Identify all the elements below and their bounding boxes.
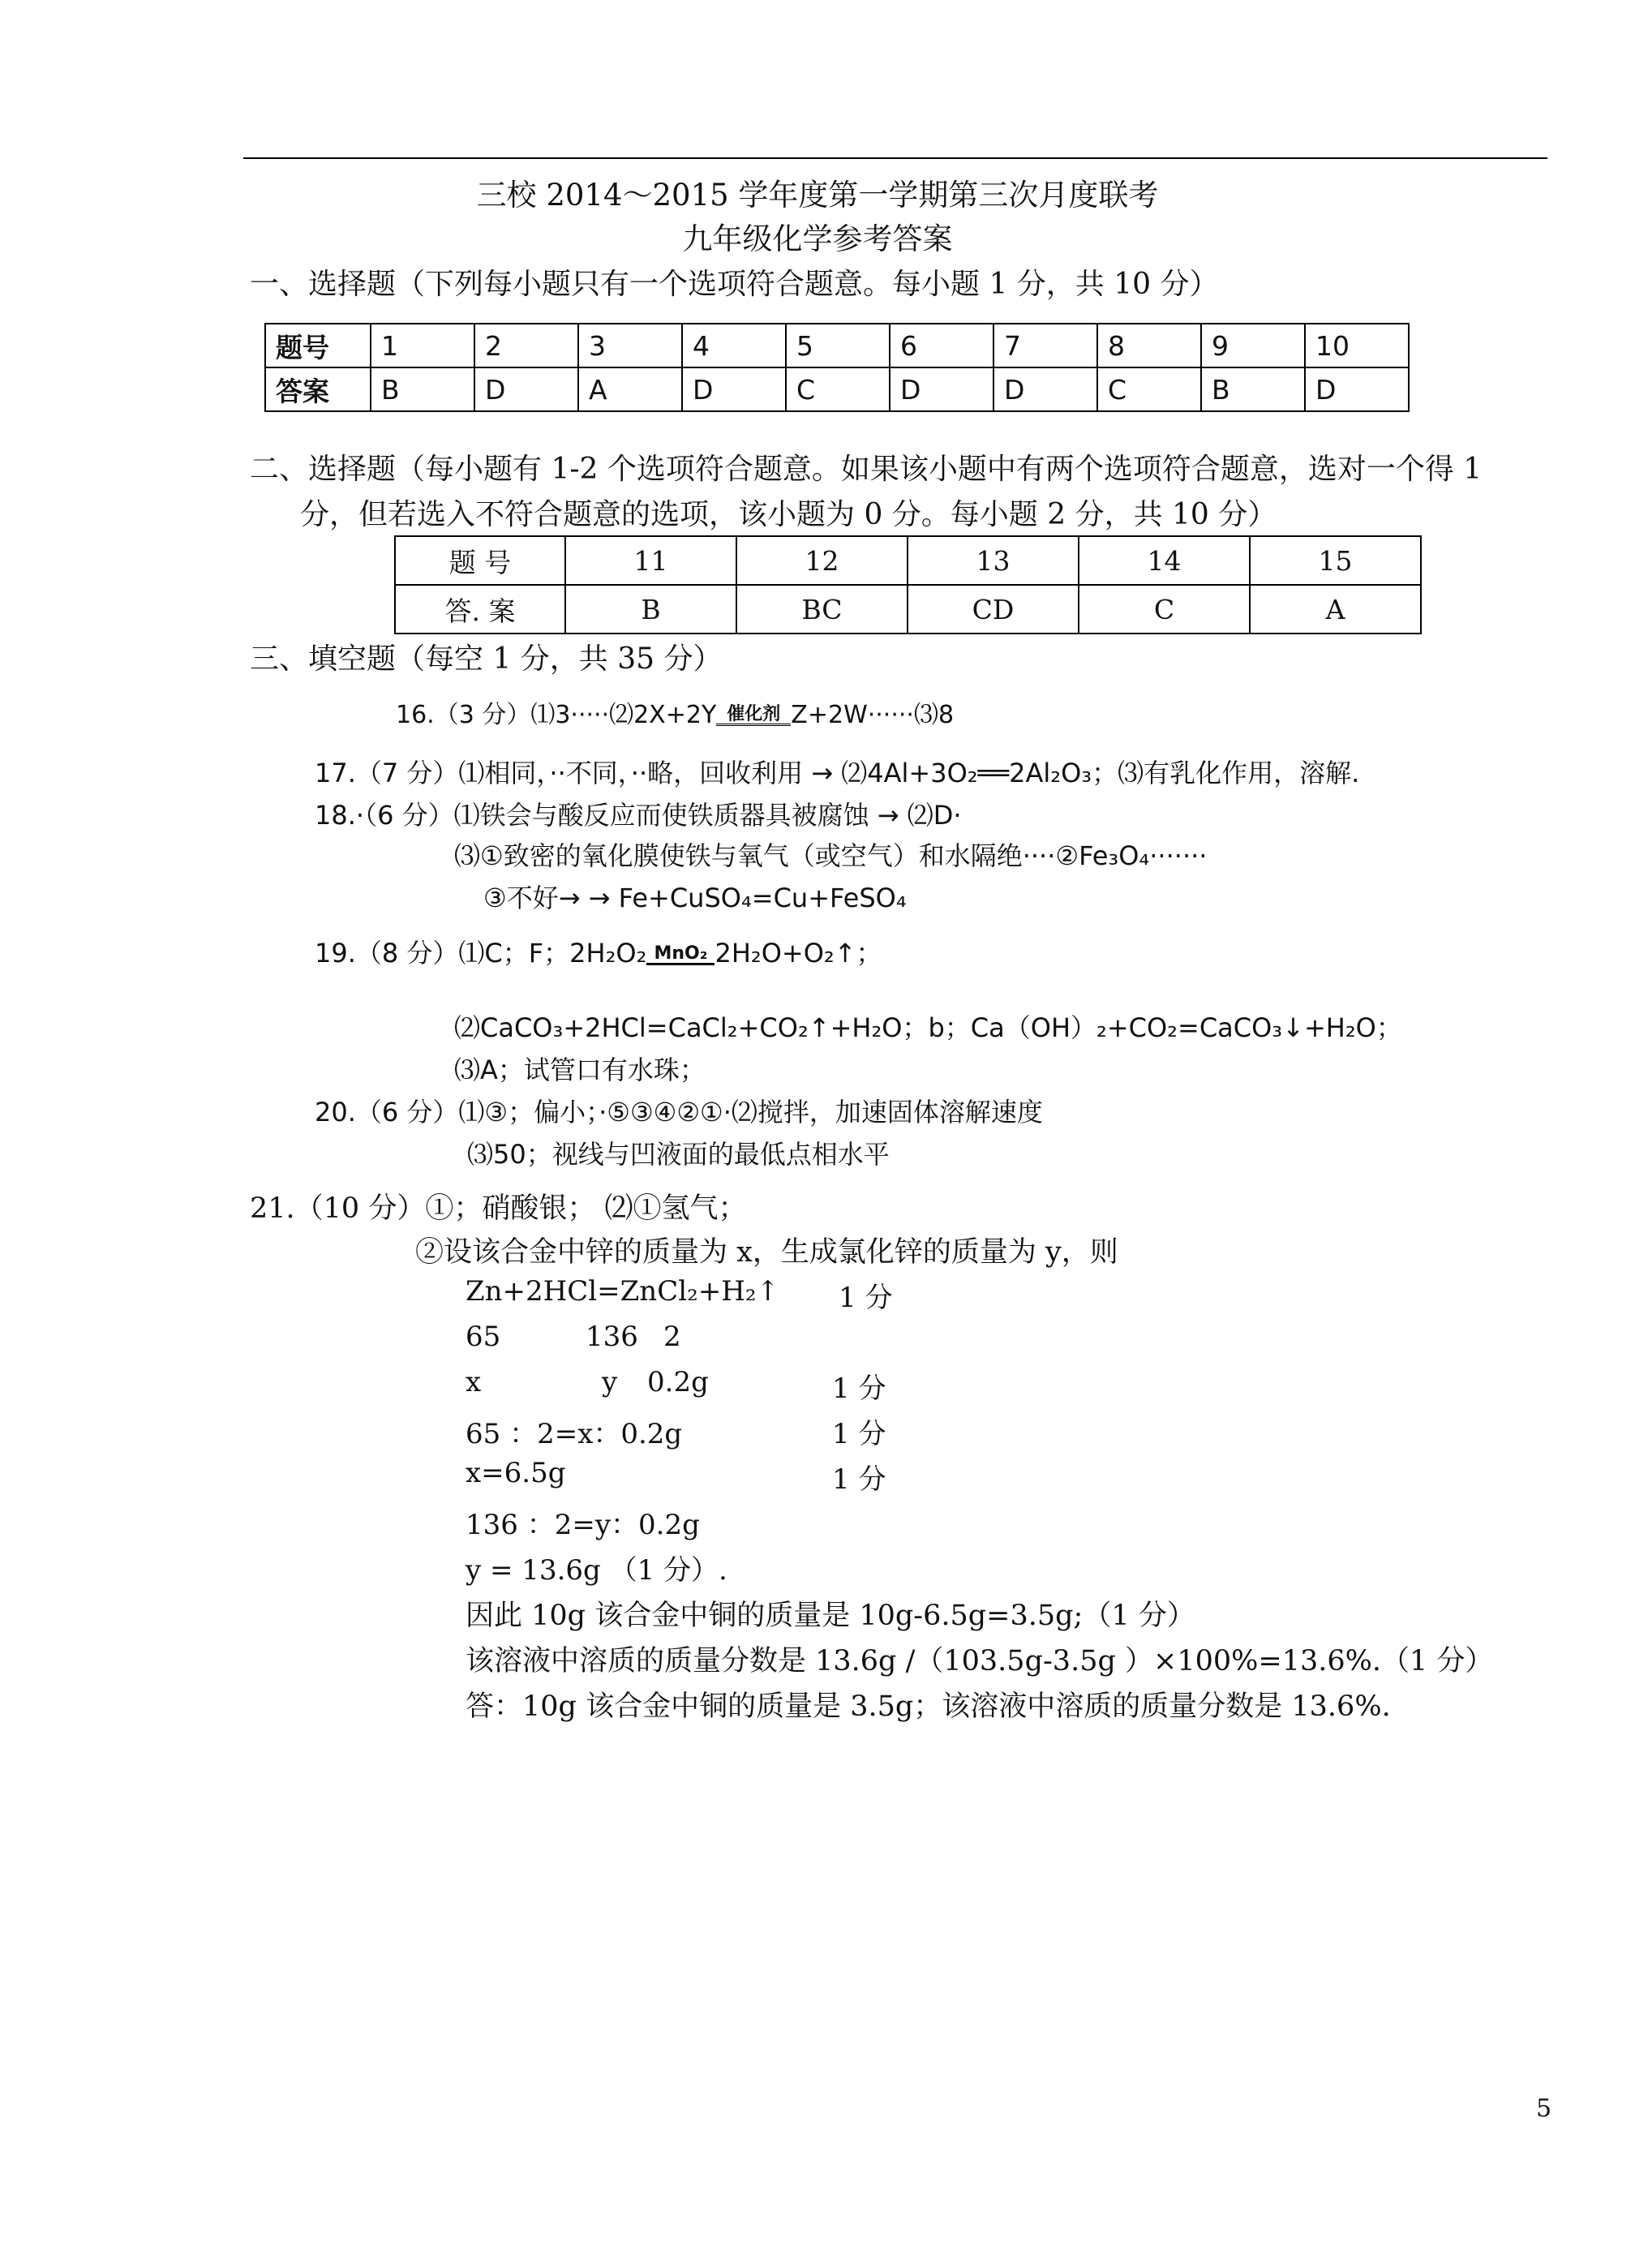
- section2-row-head-q: 题 号: [395, 536, 565, 585]
- mno2-label: MnO₂: [654, 943, 708, 964]
- final-answer: 答：10g 该合金中铜的质量是 3.5g；该溶液中溶质的质量分数是 13.6%.: [466, 1690, 1391, 1723]
- s1-q2: 2: [474, 324, 578, 367]
- s1-a4: D: [682, 367, 786, 411]
- ratio-x: 65 ：2=x：0.2g: [466, 1418, 683, 1450]
- unknown-x: x: [466, 1366, 482, 1398]
- zncl2-molar-mass: 136: [586, 1321, 638, 1353]
- answer-19-part-a: 19.（8 分）⑴C；F；2H₂O₂: [315, 938, 647, 969]
- answer-19-line3: ⑶A；试管口有水珠；: [454, 1055, 706, 1085]
- copper-mass: 因此 10g 该合金中铜的质量是 10g-6.5g=3.5g;（1 分）: [466, 1600, 1195, 1632]
- section2-answer-row: [395, 585, 1421, 634]
- doc-title: 三校 2014～2015 学年度第一学期第三次月度联考: [476, 178, 1159, 213]
- doc-subtitle: 九年级化学参考答案: [682, 221, 953, 256]
- page-number: 5: [1536, 2094, 1552, 2123]
- section2-heading-line2: 分，但若选入不符合题意的选项，该小题为 0 分。每小题 2 分，共 10 分）: [300, 498, 1277, 531]
- section1-question-row: [265, 324, 1409, 367]
- answer-21-line2: ②设该合金中锌的质量为 x，生成氯化锌的质量为 y，则: [415, 1236, 1118, 1269]
- s1-q8: 8: [1097, 324, 1201, 367]
- answer-16-part-b: Z+2W······⑶8: [791, 701, 955, 729]
- answer-17: 17.（7 分）⑴相同，··不同，··略，回收利用 → ⑵4Al+3O₂══2Al₂O₃；⑶有乳化作用，溶解.: [315, 758, 1360, 788]
- section1-table: [264, 323, 1410, 412]
- catalyst-label: 催化剂: [727, 704, 781, 724]
- s2-q13: 13: [908, 536, 1079, 585]
- answer-20-line2: ⑶50；视线与凹液面的最低点相水平: [467, 1139, 890, 1170]
- answer-18-line1: 18.·（6 分）⑴铁会与酸反应而使铁质器具被腐蚀 → ⑵D·: [315, 800, 962, 831]
- s1-a8: C: [1097, 367, 1201, 411]
- answer-18-line3: ③不好→ → Fe+CuSO₄=Cu+FeSO₄: [483, 883, 907, 913]
- s1-a3: A: [578, 367, 682, 411]
- s2-q14: 14: [1079, 536, 1250, 585]
- s1-q9: 9: [1201, 324, 1305, 367]
- s1-q1: 1: [371, 324, 474, 367]
- answer-16-part-a: 16.（3 分）⑴3·····⑵2X+2Y: [396, 701, 717, 729]
- s2-a11: B: [565, 585, 736, 634]
- section1-answer-row: [265, 367, 1409, 411]
- header-rule: [243, 157, 1547, 159]
- mass-fraction: 该溶液中溶质的质量分数是 13.6g /（103.5g-3.5g ）×100%=13.6%.（1 分）: [466, 1645, 1494, 1677]
- section2-table: [394, 535, 1422, 634]
- answer-16: [396, 694, 954, 730]
- h2-molar-mass: 2: [663, 1321, 681, 1353]
- section2-heading-line1: 二、选择题（每小题有 1-2 个选项符合题意。如果该小题中有两个选项符合题意，选对一个得 1: [250, 453, 1483, 486]
- x-value-score: 1 分: [832, 1463, 886, 1496]
- equation-score: 1 分: [839, 1282, 893, 1314]
- s2-a13: CD: [908, 585, 1079, 634]
- section1-row-head-a: 答案: [265, 367, 371, 411]
- y-value: y = 13.6g （1 分）.: [466, 1554, 727, 1587]
- s1-a1: B: [371, 367, 474, 411]
- s1-a2: D: [474, 367, 578, 411]
- section2-question-row: [395, 536, 1421, 585]
- section1-row-head-q: 题号: [265, 324, 371, 367]
- s1-q10: 10: [1305, 324, 1409, 367]
- s1-q5: 5: [786, 324, 890, 367]
- s1-a9: B: [1201, 367, 1305, 411]
- zn-molar-mass: 65: [466, 1321, 501, 1353]
- s2-a14: C: [1079, 585, 1250, 634]
- s1-a10: D: [1305, 367, 1409, 411]
- s2-q15: 15: [1250, 536, 1421, 585]
- section1-heading: 一、选择题（下列每小题只有一个选项符合题意。每小题 1 分，共 10 分）: [250, 268, 1219, 301]
- s1-q4: 4: [682, 324, 786, 367]
- s1-a6: D: [890, 367, 993, 411]
- reaction-equation: Zn+2HCl=ZnCl₂+H₂↑: [466, 1275, 779, 1308]
- s1-q7: 7: [993, 324, 1097, 367]
- s1-a7: D: [993, 367, 1097, 411]
- section2-row-head-a: 答. 案: [395, 585, 565, 634]
- known-values-score: 1 分: [832, 1372, 886, 1405]
- section3-heading: 三、填空题（每空 1 分，共 35 分）: [250, 642, 723, 676]
- s2-a12: BC: [736, 585, 908, 634]
- s2-q12: 12: [736, 536, 908, 585]
- s2-a15: A: [1250, 585, 1421, 634]
- h2-mass: 0.2g: [647, 1366, 709, 1398]
- answer-19-line2: ⑵CaCO₃+2HCl=CaCl₂+CO₂↑+H₂O；b；Ca（OH）₂+CO₂=CaCO₃↓+H₂O；: [454, 1012, 1402, 1043]
- unknown-y: y: [602, 1366, 618, 1398]
- ratio-x-score: 1 分: [832, 1418, 886, 1450]
- s1-q6: 6: [890, 324, 993, 367]
- s1-q3: 3: [578, 324, 682, 367]
- answer-19-line1: [315, 933, 882, 970]
- mno2-condition: [646, 945, 715, 965]
- s1-a5: C: [786, 367, 890, 411]
- answer-18-line2: ⑶①致密的氧化膜使铁与氧气（或空气）和水隔绝····②Fe₃O₄·······: [454, 840, 1208, 871]
- catalyst-condition: [716, 706, 791, 726]
- x-value: x=6.5g: [466, 1457, 566, 1489]
- ratio-y: 136 ：2=y：0.2g: [466, 1509, 700, 1541]
- s2-q11: 11: [565, 536, 736, 585]
- answer-21-line1: 21.（10 分）①；硝酸银； ⑵①氢气；: [250, 1192, 747, 1225]
- answer-20-line1: 20.（6 分）⑴③；偏小；·⑤③④②①·⑵搅拌，加速固体溶解速度: [315, 1097, 1043, 1128]
- answer-19-part-b: 2H₂O+O₂↑；: [715, 938, 882, 969]
